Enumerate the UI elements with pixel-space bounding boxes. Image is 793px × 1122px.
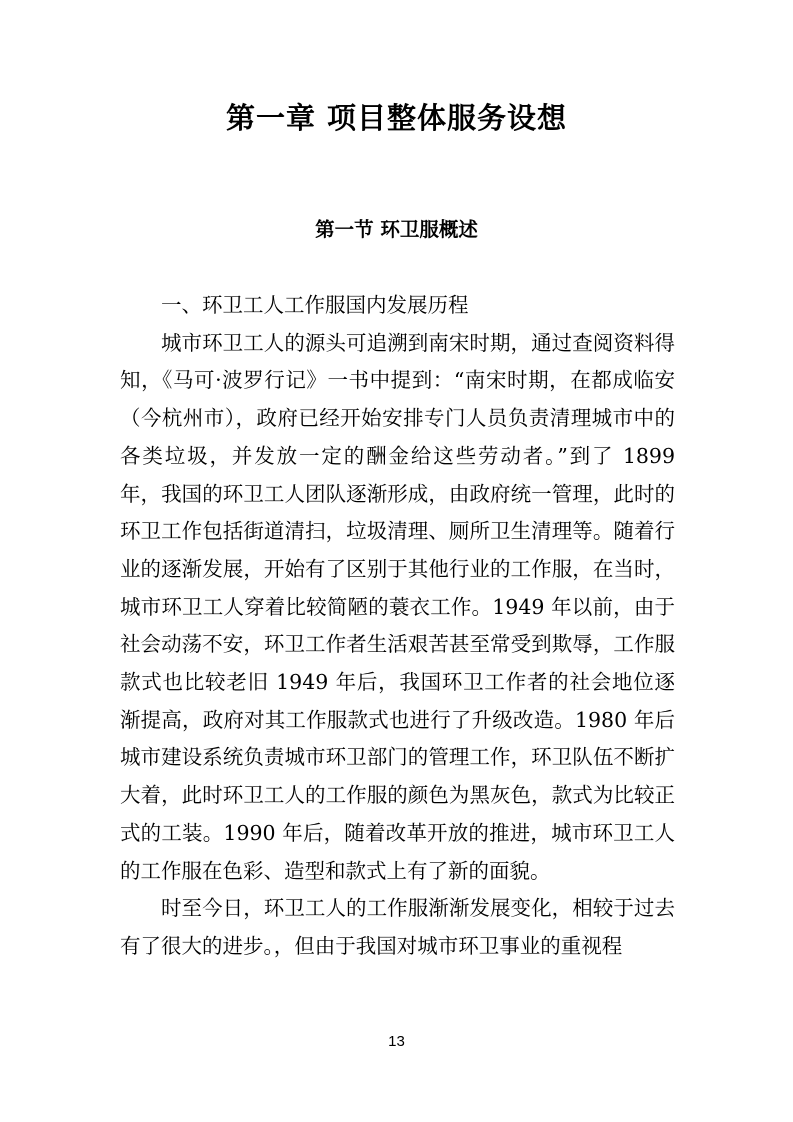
section-title: 第一节 环卫服概述 (315, 218, 478, 241)
paragraph: 城市环卫工人的源头可追溯到南宋时期，通过查阅资料得知，《马可·波罗行记》一书中提到：“南宋时期，在都成临安（今杭州市），政府已经开始安排专门人员负责清理城市中的各类垃圾，并发放一定的酬金给这些劳动者。”到了 1899 年，我国的环卫工人团队逐渐形成，由政府统一管理，此时的环卫工作包括街道清扫，垃圾清理、厕所卫生清理等。随着行业的逐渐发展，开始有了区别于其他行业的工作服，在当时，城市环卫工人穿着比较简陋的蓑衣工作。1949 年以前，由于社会动荡不安，环卫工作者生活艰苦甚至常受到欺辱，工作服款式也比较老旧 1949 年后，我国环卫工作者的社会地位逐渐提高，政府对其工作服款式也进行了升级改造。1980 年后城市建设系统负责城市环卫部门的管理工作，环卫队伍不断扩大着，此时环卫工人的工作服的颜色为黑灰色，款式为比较正式的工装。1990 年后，随着改革开放的推进，城市环卫工人的工作服在色彩、造型和款式上有了新的面貌。 (120, 330, 675, 883)
chapter-title: 第一章 项目整体服务设想 (225, 101, 568, 135)
page-number: 13 (388, 1033, 405, 1050)
subheading: 一、环卫工人工作服国内发展历程 (161, 293, 469, 317)
body-text (120, 287, 675, 966)
paragraph: 时至今日，环卫工人的工作服渐渐发展变化，相较于过去有了很大的进步。，但由于我国对城市环卫事业的重视程 (120, 896, 675, 958)
